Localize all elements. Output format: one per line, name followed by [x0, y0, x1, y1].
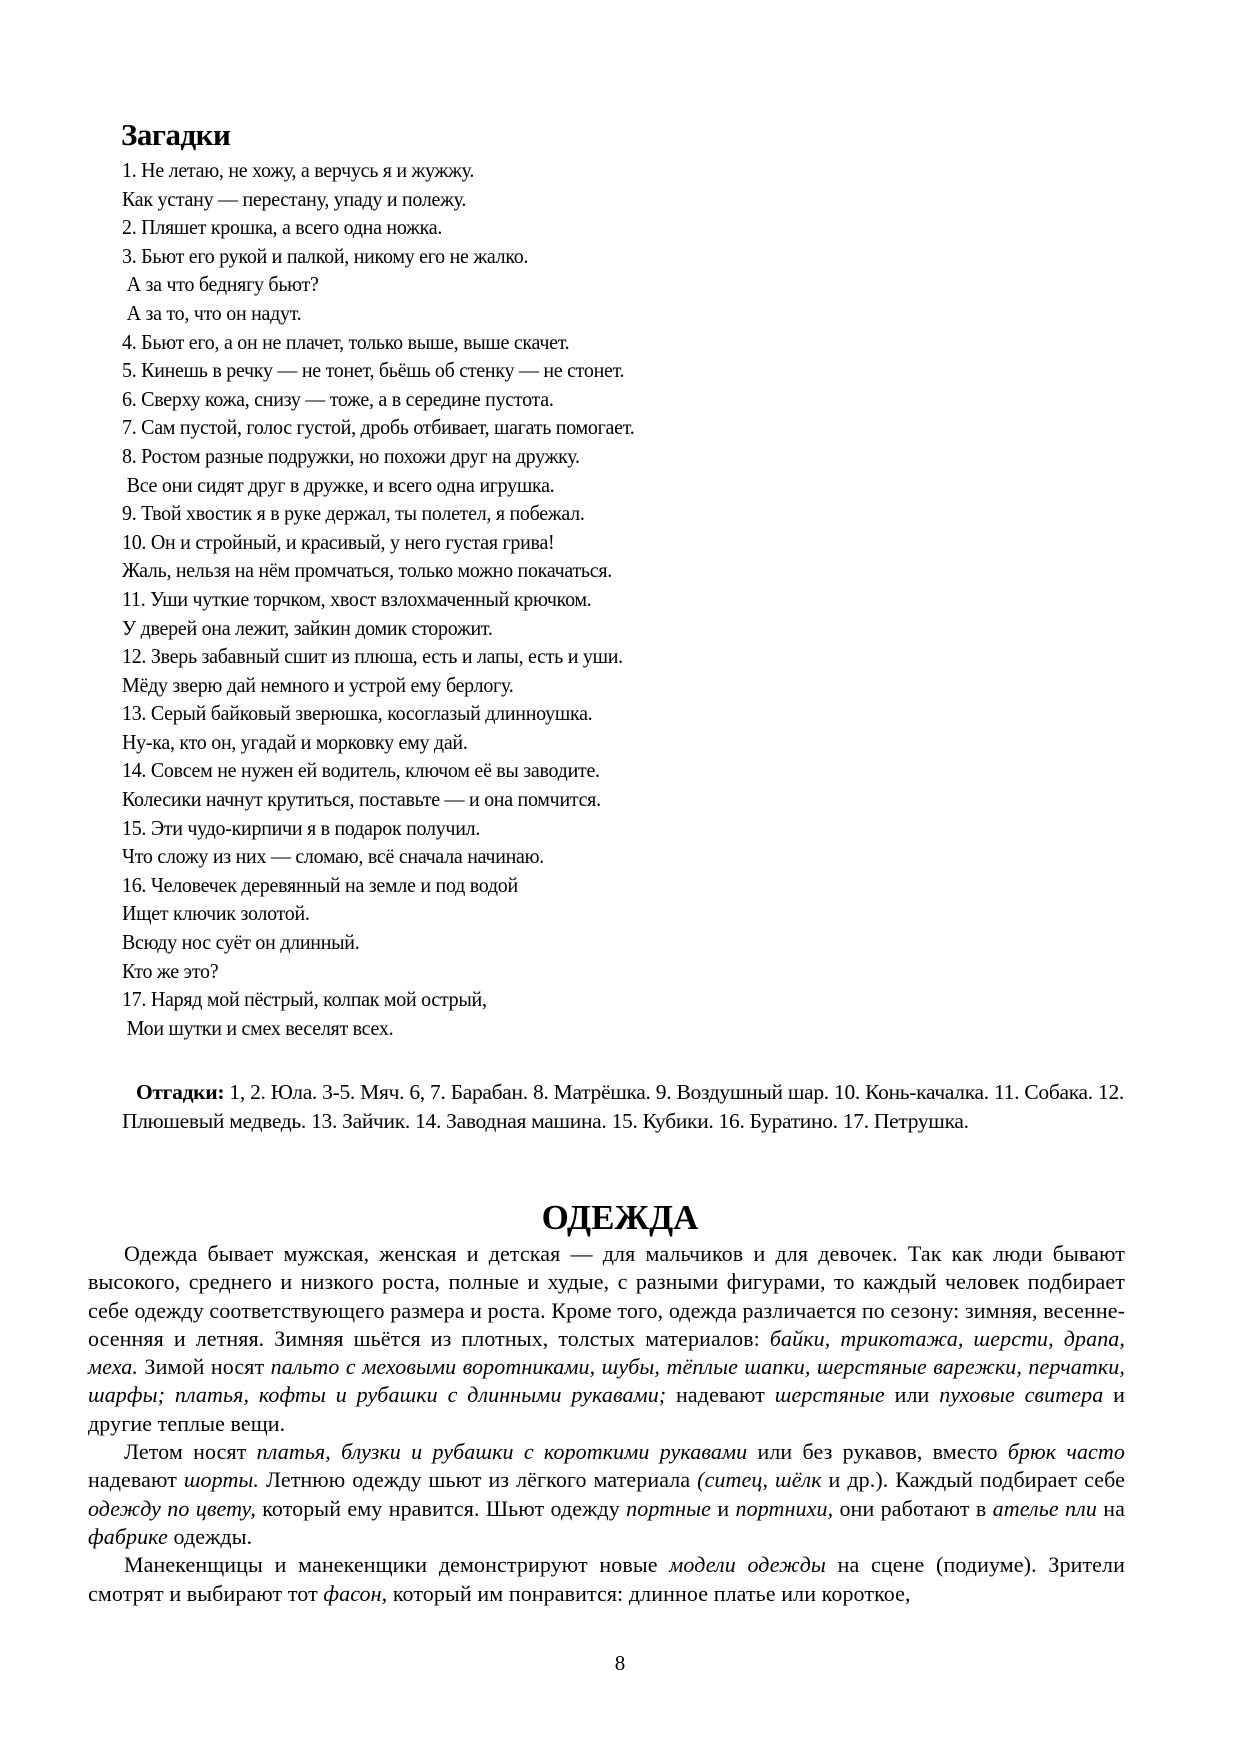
body-paragraph	[88, 1240, 1125, 1438]
riddle-line: Что сложу из них — сломаю, всё сначала начинаю.	[122, 844, 545, 869]
emphasis-text: пальто с меховыми воротниками, шубы, тёплые шапки, шерстяные варежки, перчатки, шарфы; платья, кофты и рубашки с длинными рукавами;	[88, 1354, 1125, 1408]
answers-label: Отгадки:	[136, 1080, 225, 1104]
emphasis-text: пуховые свитера	[939, 1382, 1104, 1408]
riddle-line: Ну-ка, кто он, угадай и морковку ему дай.	[122, 729, 468, 754]
body-text: Летнюю одежду шьют из лёгкого материала	[259, 1467, 698, 1493]
answers-text: 1, 2. Юла. 3-5. Мяч. 6, 7. Барабан. 8. Матрёшка. 9. Воздушный шар. 10. Конь-качалка. 11. Собака. 12. Плюшевый медведь. 13. Зайчик. 14. Заводная машина. 15. Кубики. 16. Буратино. 17. Петрушка.	[122, 1080, 1124, 1133]
riddle-line: Как устану — перестану, упаду и полежу.	[122, 186, 467, 211]
riddle-line: А за что беднягу бьют?	[126, 272, 319, 297]
riddle-line: У дверей она лежит, зайкин домик сторожит.	[122, 615, 493, 640]
riddle-line: 2. Пляшет крошка, а всего одна ножка.	[122, 215, 443, 240]
riddles-heading: Загадки	[121, 117, 231, 152]
riddle-line: 7. Сам пустой, голос густой, дробь отбивает, шагать помогает.	[122, 415, 635, 440]
emphasis-text: байки, трикотажа, шерсти, драпа, меха.	[88, 1325, 1125, 1380]
emphasis-text: ателье пли	[992, 1495, 1097, 1521]
riddle-line: Все они сидят друг в дружке, и всего одна игрушка.	[126, 472, 555, 497]
riddle-line: 5. Кинешь в речку — не тонет, бьёшь об стенку — не стонет.	[122, 358, 625, 383]
riddles-list	[122, 156, 882, 1042]
riddle-line: 3. Бьют его рукой и палкой, никому его не жалко.	[122, 243, 529, 268]
riddle-line: 12. Зверь забавный сшит из плюша, есть и лапы, есть и уши.	[122, 644, 623, 669]
body-text: на	[1096, 1495, 1125, 1521]
body-text: надевают	[666, 1382, 775, 1408]
riddle-line: Жаль, нельзя на нём промчаться, только можно покачаться.	[122, 558, 613, 583]
body-paragraph	[88, 1551, 1125, 1608]
emphasis-text: портнихи,	[735, 1495, 834, 1521]
riddle-line: Всюду нос суёт он длинный.	[122, 930, 360, 955]
riddle-line: Ищет ключик золотой.	[122, 901, 310, 926]
emphasis-text: шорты.	[183, 1467, 260, 1493]
body-text: Одежда бывает мужская, женская и детская — для мальчиков и для девочек. Так как люди бывают высокого, среднего и низкого роста, полные и худые, с разными фигурами, то каждый человек подбирает себе одежду соответствующего размера и роста. Кроме того, одежда различается по сезону: зимняя, весенне-осенняя и летняя. Зимняя шьётся из плотных, толстых материалов:	[88, 1241, 1125, 1351]
emphasis-text: портные	[626, 1495, 712, 1521]
body-text: Зимой носят	[138, 1354, 271, 1380]
emphasis-text: брюк часто	[1007, 1439, 1125, 1465]
page-number: 8	[614, 1651, 626, 1675]
riddle-line: 13. Серый байковый зверюшка, косоглазый длинноушка.	[122, 701, 593, 726]
body-text: или	[884, 1382, 940, 1408]
body-text: на сцене (подиуме). Зрители смотрят и выбирают тот	[88, 1552, 1125, 1606]
emphasis-text: фасон,	[323, 1580, 388, 1606]
emphasis-text: фабрике	[88, 1523, 168, 1549]
riddle-line: 15. Эти чудо-кирпичи я в подарок получил.	[122, 815, 481, 840]
riddle-line: 4. Бьют его, а он не плачет, только выше, выше скачет.	[122, 329, 570, 354]
body-text: Летом носят	[124, 1439, 257, 1465]
riddle-line: 8. Ростом разные подружки, но похожи друг на дружку.	[122, 443, 580, 468]
riddle-line: Колесики начнут крутиться, поставьте — и она помчится.	[122, 787, 601, 812]
riddle-line: 17. Наряд мой пёстрый, колпак мой острый,	[122, 987, 487, 1012]
body-text: и другие теплые вещи.	[88, 1382, 1126, 1436]
section-heading-clothing: ОДЕЖДА	[541, 1198, 699, 1237]
riddle-line: Мои шутки и смех веселят всех.	[126, 1015, 394, 1040]
emphasis-text: одежду по цвету,	[88, 1495, 256, 1521]
riddle-line: 14. Совсем не нужен ей водитель, ключом её вы заводите.	[122, 758, 600, 783]
emphasis-text: шерстяные	[774, 1382, 885, 1408]
body-text: они работают в	[833, 1495, 993, 1521]
body-paragraph	[88, 1438, 1125, 1551]
riddle-line: Мёду зверю дай немного и устрой ему берлогу.	[122, 672, 514, 697]
emphasis-text: (ситец, шёлк	[697, 1467, 822, 1493]
answers-paragraph	[122, 1078, 1124, 1135]
clothing-body	[88, 1240, 1125, 1608]
riddle-line: Кто же это?	[122, 958, 219, 983]
riddle-line: 9. Твой хвостик я в руке держал, ты полетел, я побежал.	[122, 501, 585, 526]
body-text: или без рукавов, вместо	[747, 1439, 1008, 1465]
body-text: Манекенщицы и манекенщики демонстрируют новые	[124, 1552, 670, 1578]
body-text: и др.). Каждый подбирает себе	[821, 1467, 1125, 1493]
body-text: надевают	[88, 1467, 184, 1493]
riddle-line: А за то, что он надут.	[126, 300, 302, 325]
riddle-line: 1. Не летаю, не хожу, а верчусь я и жужжу.	[122, 158, 475, 182]
riddle-line: 11. Уши чуткие торчком, хвост взлохмаченный крючком.	[122, 586, 592, 611]
riddle-line: 10. Он и стройный, и красивый, у него густая грива!	[122, 529, 555, 554]
riddle-line: 16. Человечек деревянный на земле и под водой	[122, 872, 518, 897]
body-text: одежды.	[167, 1523, 253, 1549]
body-text: и	[711, 1495, 736, 1521]
riddle-line: 6. Сверху кожа, снизу — тоже, а в середине пустота.	[122, 386, 554, 411]
body-text: который ему нравится. Шьют одежду	[255, 1495, 627, 1521]
emphasis-text: модели одежды	[669, 1552, 826, 1578]
emphasis-text: платья, блузки и рубашки с короткими рукавами	[256, 1439, 748, 1465]
body-text: который им понравится: длинное платье или короткое,	[387, 1580, 911, 1606]
